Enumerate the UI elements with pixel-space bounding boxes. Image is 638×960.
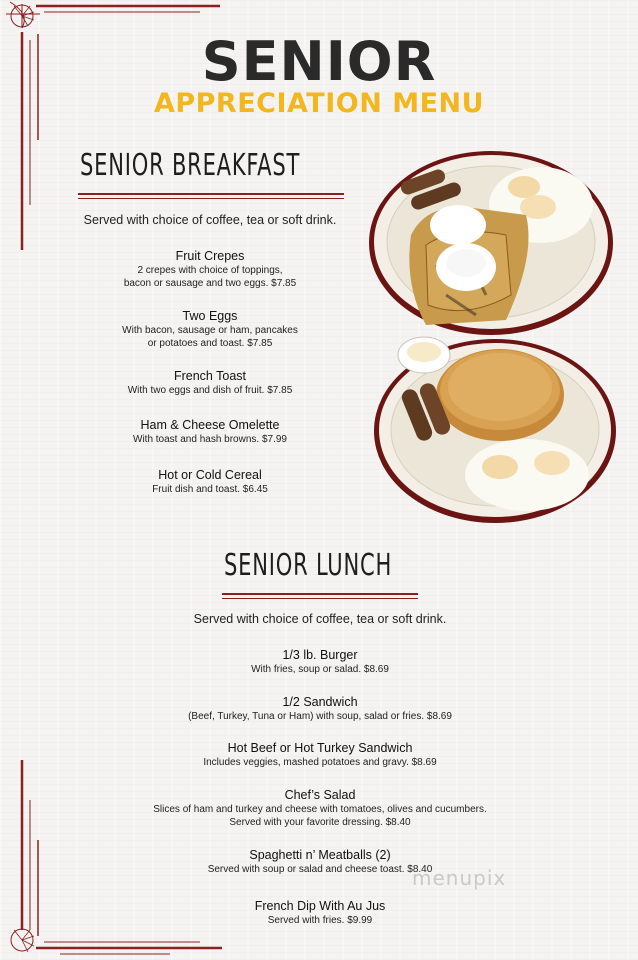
item-desc: Fruit dish and toast. $6.45 — [152, 484, 268, 495]
lunch-item — [120, 648, 520, 676]
breakfast-heading: SENIOR BREAKFAST — [80, 148, 301, 183]
watermark: menupix — [412, 866, 507, 890]
breakfast-intro: Served with choice of coffee, tea or soft drink. — [83, 213, 337, 227]
item-name: French Dip With Au Jus — [254, 899, 386, 913]
item-name: Hot Beef or Hot Turkey Sandwich — [227, 741, 413, 755]
lunch-heading: SENIOR LUNCH — [224, 548, 393, 583]
item-desc: 2 crepes with choice of toppings, — [137, 265, 283, 276]
item-name: Two Eggs — [182, 309, 238, 323]
item-name: Spaghetti n’ Meatballs (2) — [249, 848, 391, 862]
breakfast-item — [60, 468, 360, 496]
menu-title: SENIOR — [201, 30, 437, 93]
item-name: Chef’s Salad — [284, 788, 356, 802]
lunch-item — [120, 899, 520, 927]
menu-subtitle: APPRECIATION MENU — [153, 88, 485, 119]
item-desc: Served with your favorite dressing. $8.40 — [229, 817, 411, 828]
item-desc: Served with soup or salad and cheese toast. $8.40 — [207, 864, 433, 875]
breakfast-item — [60, 249, 360, 290]
item-name: 1/3 lb. Burger — [282, 648, 358, 662]
lunch-item — [100, 741, 540, 769]
item-desc: Served with fries. $9.99 — [267, 915, 373, 926]
breakfast-rule-thin — [78, 198, 344, 199]
lunch-rule-thin — [222, 598, 418, 599]
item-name: Hot or Cold Cereal — [158, 468, 262, 482]
item-desc: With fries, soup or salad. $8.69 — [251, 664, 389, 675]
lunch-item — [100, 695, 540, 723]
pancakes-plate-photo — [372, 335, 618, 527]
breakfast-item — [60, 418, 360, 446]
item-desc: With toast and hash browns. $7.99 — [133, 434, 287, 445]
breakfast-rule — [78, 193, 344, 195]
breakfast-item — [60, 369, 360, 397]
crepes-plate-photo — [366, 145, 616, 345]
item-desc: Includes veggies, mashed potatoes and gravy. $8.69 — [203, 757, 437, 768]
breakfast-item — [60, 309, 360, 350]
item-desc: or potatoes and toast. $7.85 — [147, 338, 273, 349]
item-desc: With two eggs and dish of fruit. $7.85 — [127, 385, 293, 396]
lunch-rule — [222, 593, 418, 595]
item-desc: With bacon, sausage or ham, pancakes — [122, 325, 298, 336]
item-name: Ham & Cheese Omelette — [140, 418, 280, 432]
item-desc: bacon or sausage and two eggs. $7.85 — [123, 278, 297, 289]
item-name: Fruit Crepes — [175, 249, 245, 263]
item-name: 1/2 Sandwich — [282, 695, 358, 709]
item-desc: Slices of ham and turkey and cheese with tomatoes, olives and cucumbers. — [153, 804, 487, 815]
item-name: French Toast — [173, 369, 247, 383]
item-desc: (Beef, Turkey, Tuna or Ham) with soup, salad or fries. $8.69 — [188, 711, 452, 722]
lunch-intro: Served with choice of coffee, tea or soft drink. — [193, 612, 447, 626]
lunch-item — [100, 788, 540, 829]
